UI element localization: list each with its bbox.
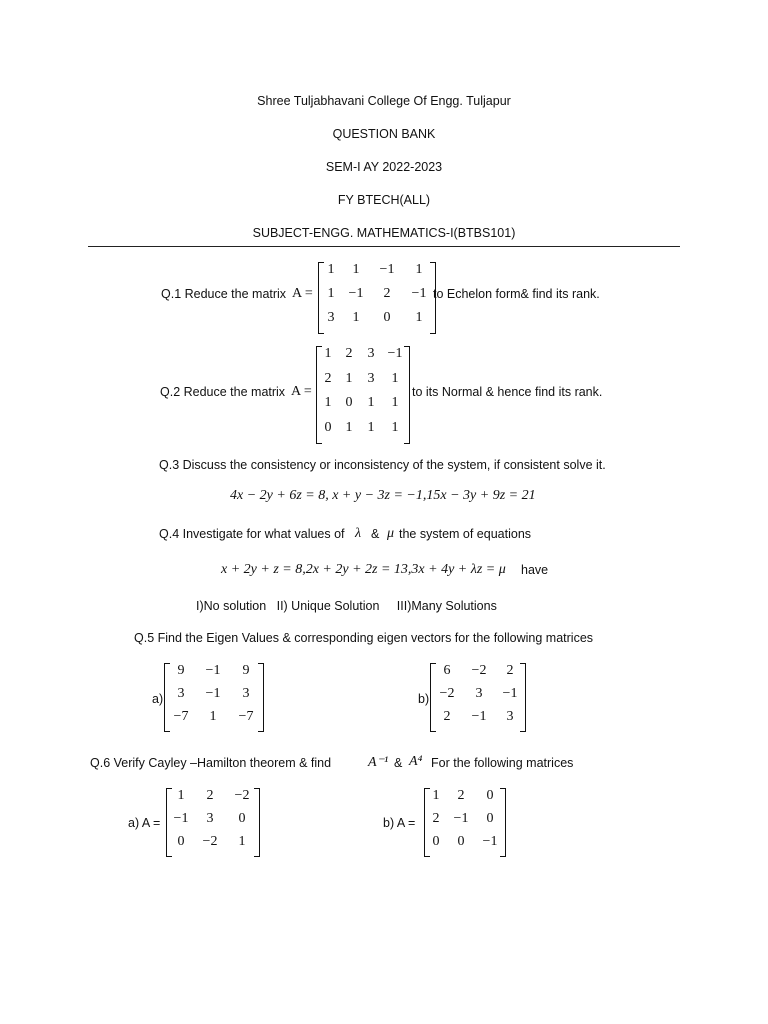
subject-line: SUBJECT-ENGG. MATHEMATICS-I(BTBS101) — [252, 226, 516, 240]
q2-matrix-cell: −1 — [387, 346, 403, 361]
q5-a-matrix-cell: 1 — [209, 709, 217, 724]
q4-have: have — [521, 563, 549, 577]
q6-b-matrix-cell: −1 — [482, 834, 498, 849]
q1-matrix-cell: 1 — [352, 310, 360, 325]
q4-tail: the system of equations — [399, 527, 532, 541]
q3-text: Q.3 Discuss the consistency or inconsistency of the system, if consistent solve it. — [159, 458, 606, 472]
q2-matrix-cell: 1 — [391, 370, 399, 386]
q1-matrix-cell: 1 — [327, 262, 335, 277]
class-line: FY BTECH(ALL) — [337, 193, 431, 207]
q6-a-matrix-cell: 2 — [206, 788, 214, 803]
header-divider — [88, 246, 680, 247]
q1-matrix-cell: 0 — [383, 310, 391, 325]
q5-b-matrix-cell: 2 — [506, 663, 514, 678]
q1-matrix-cell: −1 — [411, 286, 427, 301]
q4-lead: Q.4 Investigate for what values of — [159, 527, 345, 541]
q4-amp: & — [371, 527, 380, 541]
q2-matrix-cell: 1 — [345, 419, 353, 435]
q6-b-matrix-cell: −1 — [453, 811, 469, 826]
q5-b-matrix-cell: −2 — [471, 663, 487, 678]
q6-b-matrix-cell: 2 — [432, 811, 440, 826]
q2-matrix-cell: 3 — [367, 346, 375, 361]
q6-a-matrix-cell: 1 — [177, 788, 185, 803]
q6-a-matrix-cell: 3 — [206, 811, 214, 826]
q6-a-matrix-cell: 0 — [238, 811, 246, 826]
q2-matrix-cell: 1 — [324, 395, 332, 410]
q6-a-matrix — [168, 788, 258, 857]
q5-a-matrix-cell: 9 — [242, 663, 250, 678]
q2-matrix-cell: 1 — [345, 370, 353, 386]
q1-matrix-cell: 1 — [415, 310, 423, 325]
q1-matrix-cell: 2 — [383, 286, 391, 301]
q2-matrix-cell: 1 — [324, 346, 332, 361]
q6-a-matrix-cell: 1 — [238, 834, 246, 849]
q1-matrix-cell: −1 — [348, 286, 364, 301]
q6-b-matrix-cell: 0 — [457, 834, 465, 849]
q2-matrix-cell: 1 — [391, 419, 399, 435]
q6-amp: & — [394, 756, 403, 770]
q6-a-matrix-cell: −2 — [234, 788, 250, 803]
q4-lambda: λ — [355, 526, 362, 541]
q5-b-matrix-cell: −1 — [471, 709, 487, 724]
q2-matrix-cell: 2 — [324, 370, 332, 386]
semester-line: SEM-I AY 2022-2023 — [325, 160, 443, 174]
q5-a-matrix-cell: −7 — [238, 709, 254, 724]
q1-tail: to Echelon form& find its rank. — [433, 287, 600, 301]
q1-matrix-cell: 1 — [415, 262, 423, 277]
q6-a-matrix-cell: 0 — [177, 834, 185, 849]
q5-a-matrix — [166, 663, 262, 732]
q6-a-matrix-cell: −2 — [202, 834, 218, 849]
q6-b-matrix-cell: 0 — [432, 834, 440, 849]
q6-lead: Q.6 Verify Cayley –Hamilton theorem & find — [90, 756, 332, 770]
doc-type: QUESTION BANK — [332, 127, 436, 141]
q5-b-matrix — [432, 663, 524, 732]
q6-a-label: a) A = — [128, 816, 161, 830]
q2-matrix-cell: 0 — [345, 395, 353, 410]
q5-b-matrix-cell: −2 — [439, 686, 455, 701]
q5-b-matrix-cell: 3 — [506, 709, 514, 724]
q5-b-label: b) — [418, 692, 430, 706]
q1-matrix-cell: 3 — [327, 310, 335, 325]
q1-lead: Q.1 Reduce the matrix — [161, 287, 287, 301]
q2-matrix-cell: 0 — [324, 419, 332, 435]
q2-matrix-cell: 3 — [367, 370, 375, 386]
q1-matrix-cell: 1 — [327, 286, 335, 301]
q6-tail: For the following matrices — [431, 756, 574, 770]
q4-mu: μ — [387, 526, 395, 541]
q5-b-matrix-cell: 2 — [443, 709, 451, 724]
q6-b-matrix-cell: 0 — [486, 811, 494, 826]
q1-matrix-cell: 1 — [352, 262, 360, 277]
q5-a-matrix-cell: 9 — [177, 663, 185, 678]
q5-b-matrix-cell: 6 — [443, 663, 451, 678]
q3-equation: 4x − 2y + 6z = 8, x + y − 3z = −1,15x − 3y + 9z = 21 — [230, 488, 536, 503]
q6-b-label: b) A = — [383, 816, 416, 830]
q5-a-matrix-cell: 3 — [242, 686, 250, 701]
q6-power: A⁴ — [409, 754, 423, 769]
q2-matrix-cell: 1 — [367, 419, 375, 435]
q1-matrix — [320, 262, 434, 334]
q4-equation: x + 2y + z = 8,2x + 2y + 2z = 13,3x + 4y + λz = μ — [221, 562, 506, 577]
q6-b-matrix-cell: 2 — [457, 788, 465, 803]
q5-a-matrix-cell: 3 — [177, 686, 185, 701]
q5-a-label: a) — [152, 692, 164, 706]
q1-var: A = — [292, 286, 313, 301]
q4-options: I)No solution II) Unique Solution III)Many Solutions — [196, 599, 497, 613]
q5-b-matrix-cell: −1 — [502, 686, 518, 701]
q2-matrix-cell: 1 — [367, 395, 375, 410]
q5-b-matrix-cell: 3 — [475, 686, 483, 701]
q5-a-matrix-cell: −1 — [205, 663, 221, 678]
q2-matrix-cell: 1 — [391, 395, 399, 410]
q1-matrix-cell: −1 — [379, 262, 395, 277]
q5-text: Q.5 Find the Eigen Values & corresponding eigen vectors for the following matrices — [134, 631, 594, 645]
college-name: Shree Tuljabhavani College Of Engg. Tuljapur — [257, 94, 511, 108]
q6-b-matrix-cell: 0 — [486, 788, 494, 803]
q2-matrix-cell: 2 — [345, 346, 353, 361]
q6-a-matrix-cell: −1 — [173, 811, 189, 826]
q6-b-matrix — [426, 788, 504, 857]
q5-a-matrix-cell: −1 — [205, 686, 221, 701]
q6-b-matrix-cell: 1 — [432, 788, 440, 803]
q6-inverse: A⁻¹ — [368, 755, 389, 770]
q2-tail: to its Normal & hence find its rank. — [412, 385, 603, 399]
q2-var: A = — [291, 384, 312, 399]
q2-lead: Q.2 Reduce the matrix — [160, 385, 286, 399]
q5-a-matrix-cell: −7 — [173, 709, 189, 724]
q2-matrix — [318, 346, 408, 444]
